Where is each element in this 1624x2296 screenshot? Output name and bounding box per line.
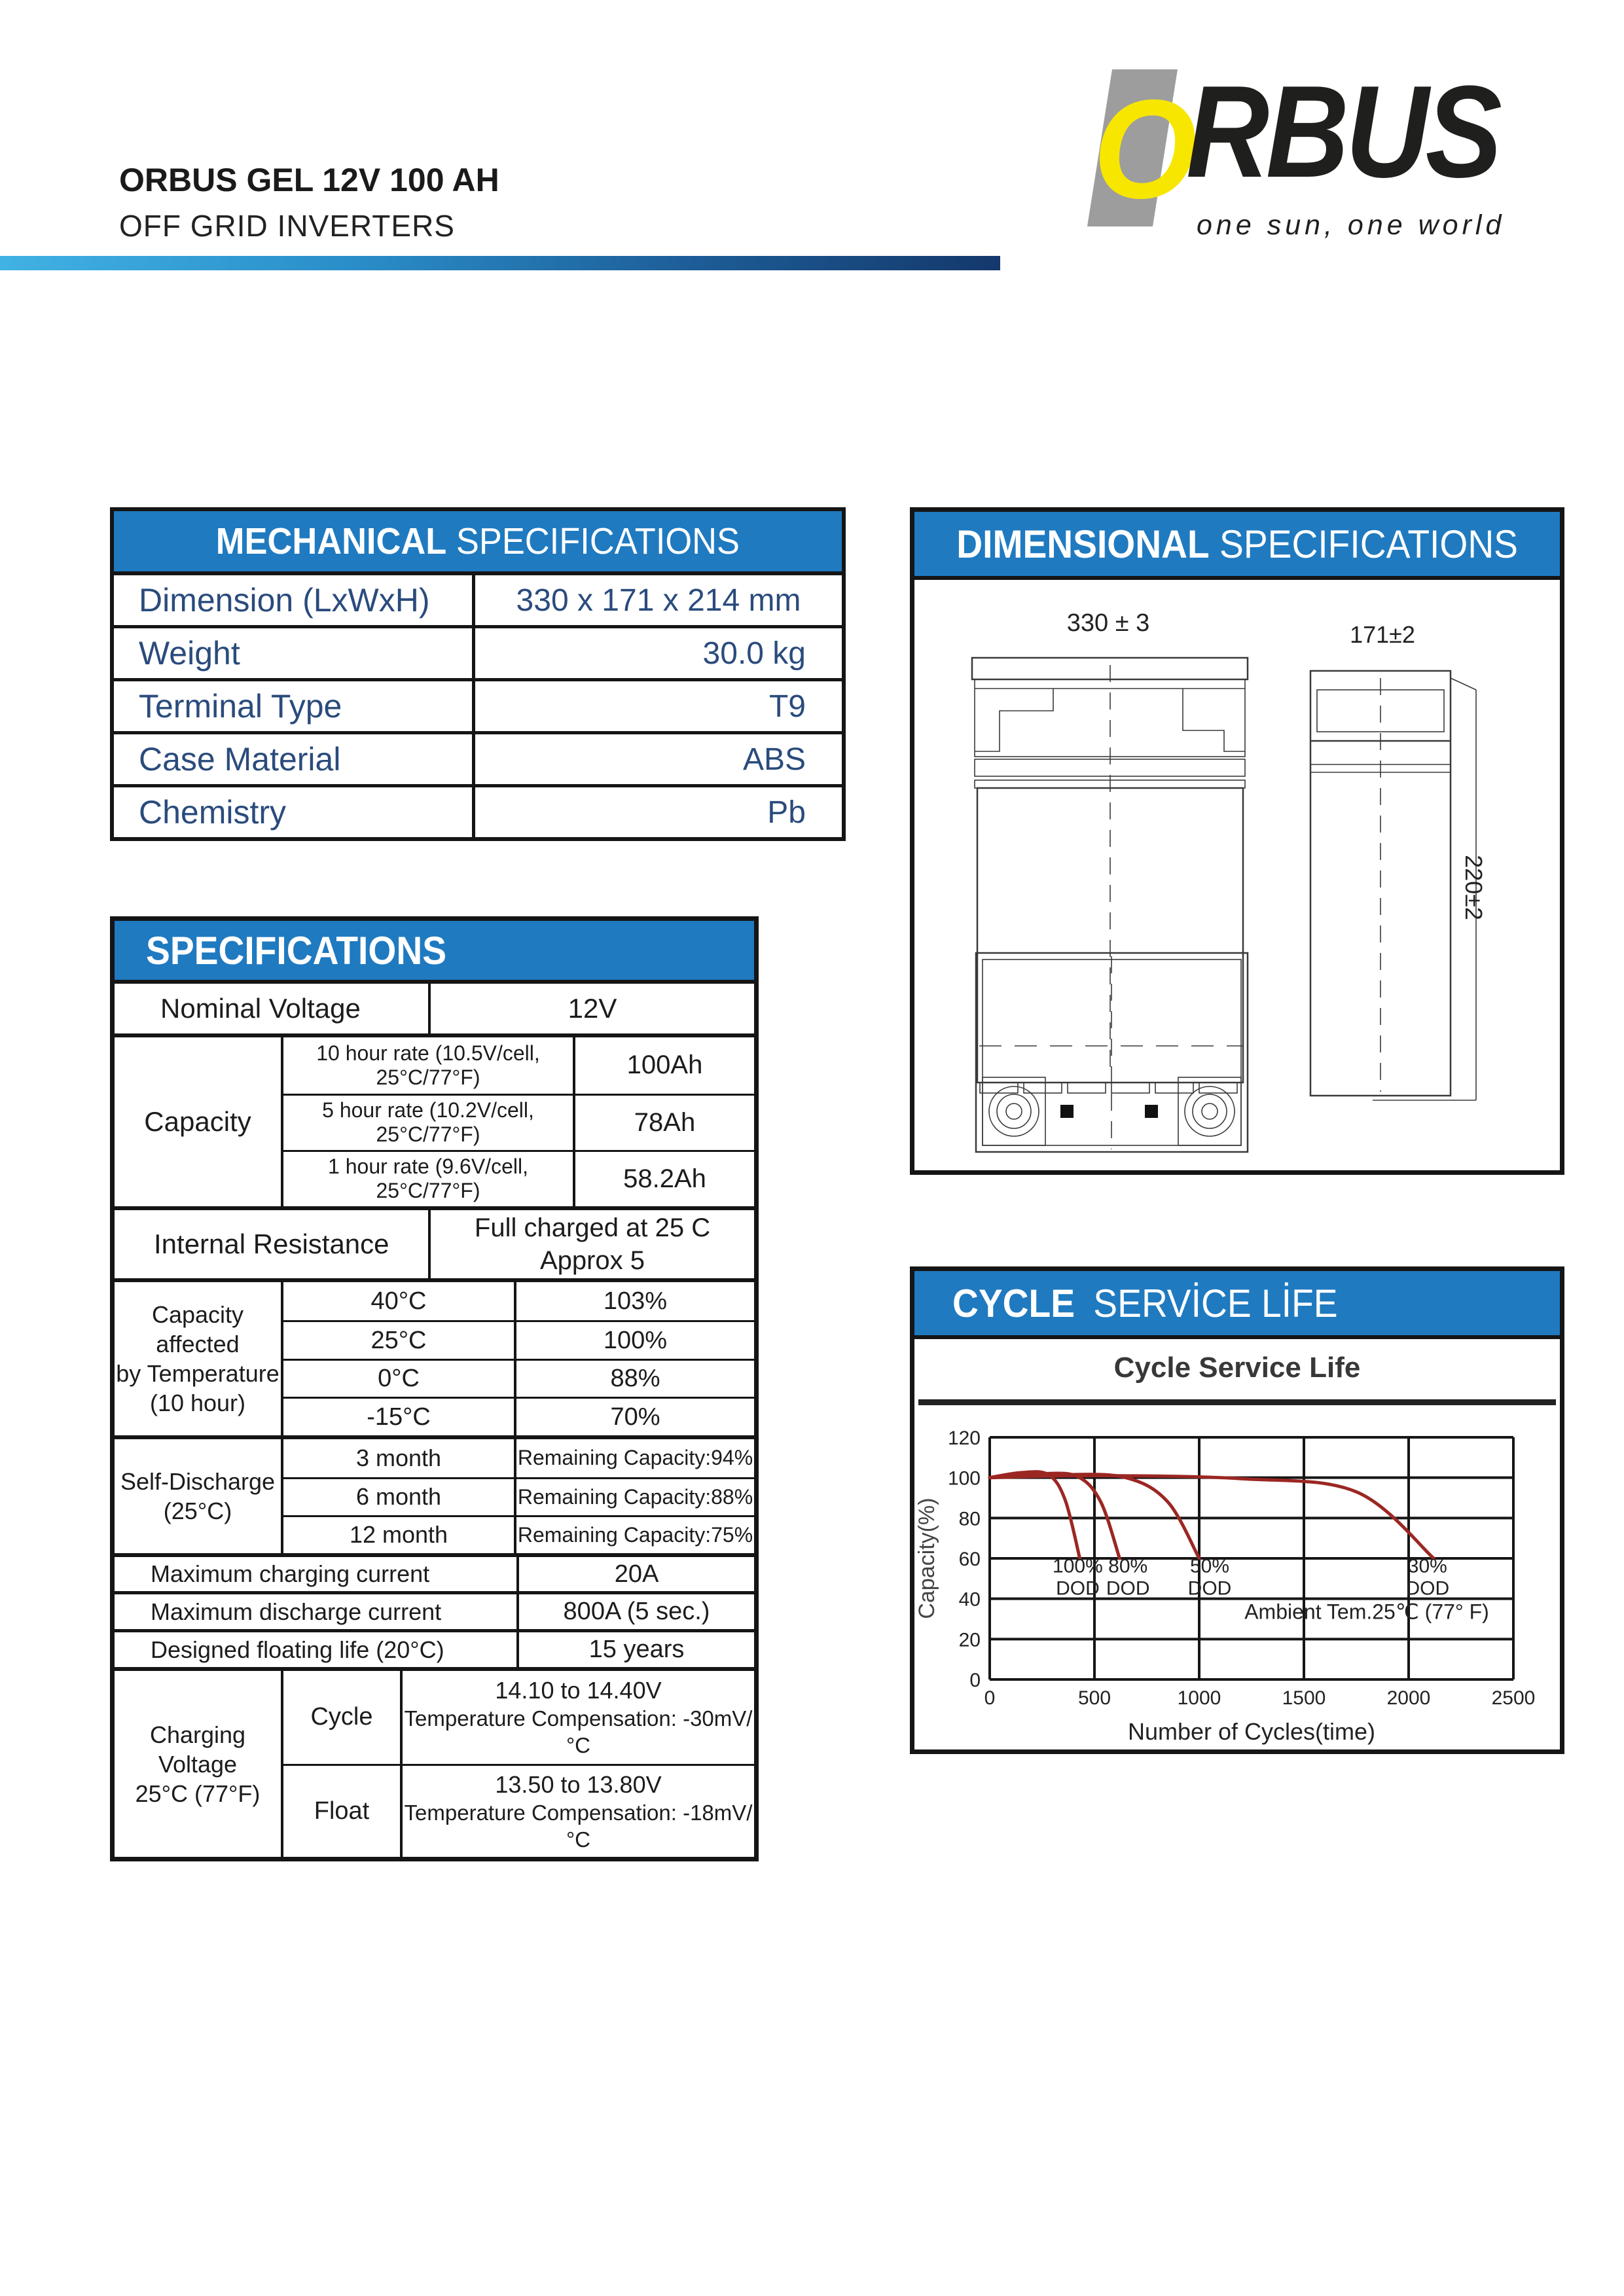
dimension-depth-label: 171±2 [1350,621,1415,648]
table-row [283,1359,754,1397]
chart-annotation: Ambient Tem.25℃ (77° F) [1244,1600,1489,1624]
specifications-table-header [115,921,754,984]
table-row [283,1037,754,1094]
x-tick-label: 0 [984,1687,996,1709]
table-row [283,1094,754,1150]
mechanical-header-light: SPECIFICATIONS [456,520,740,562]
temp-value: 70% [610,1403,660,1431]
x-tick-label: 500 [1077,1687,1111,1709]
table-row [283,1671,754,1764]
table-row [115,1553,754,1591]
dod-curve [990,1473,1119,1558]
y-tick-label: 0 [969,1670,981,1691]
cycle-header-bold: CYCLE [952,1281,1075,1325]
y-tick-label: 20 [958,1629,981,1651]
table-row [114,734,842,787]
charge-value-line: Temperature Compensation: -18mV/°C [404,1800,753,1852]
terminal-left-icon [989,1086,1039,1136]
row-label: Dimension (LxWxH) [114,575,475,625]
cycle-header-light: SERVİCE LİFE [1093,1281,1338,1325]
vent-square-right [1145,1105,1158,1118]
row-label: Weight [114,628,475,678]
charge-mode-label: Cycle [283,1671,403,1764]
table-row [115,1206,754,1278]
row-value: T9 [768,689,806,724]
dimensional-header-bold: DIMENSIONAL [956,522,1210,566]
row-value: Pb [767,795,806,830]
row-value: 12V [568,993,617,1024]
temp-label: 0°C [283,1361,516,1397]
block-label-line: Self-Discharge [120,1468,276,1495]
period-value: Remaining Capacity:88% [517,1484,753,1509]
row-label: Chemistry [114,787,475,837]
cycle-service-life-chart [914,1339,1560,1754]
block-label-line: Capacity affected [151,1301,244,1357]
table-row [115,984,754,1033]
row-label: Internal Resistance [115,1210,431,1278]
page-title: ORBUS GEL 12V 100 AH [119,162,499,198]
y-tick-label: 80 [958,1508,981,1530]
table-row [283,1150,754,1206]
temp-label: 40°C [283,1282,516,1320]
x-axis-label: Number of Cycles(time) [1127,1718,1376,1745]
table-row [115,1591,754,1629]
table-row [114,575,842,628]
table-row [283,1764,754,1857]
row-label: Terminal Type [114,681,475,731]
capacity-label: Capacity [115,1037,283,1206]
dod-curve-label: 100% [1053,1555,1103,1577]
row-value: 800A (5 sec.) [563,1598,710,1625]
orbus-logo [1080,60,1597,263]
block-label-line: by Temperature [116,1360,280,1387]
rate-value: 78Ah [634,1107,696,1137]
battery-dimension-drawing [914,580,1560,1170]
x-tick-label: 1000 [1177,1687,1221,1709]
logo-letter-o: O [1093,70,1197,228]
period-label: 6 month [283,1479,516,1515]
period-label: 3 month [283,1439,516,1477]
y-tick-label: 120 [947,1427,981,1449]
table-row [114,628,842,681]
dod-curve-label: DOD [1106,1577,1150,1600]
row-label: Designed floating life (20°C) [115,1632,519,1667]
page-subtitle: OFF GRID INVERTERS [119,209,455,243]
temp-value: 103% [603,1287,668,1315]
cycle-service-life-panel [910,1266,1564,1754]
charge-value-line: 14.10 to 14.40V [495,1677,662,1704]
dimensional-panel-header [914,512,1560,580]
row-value-line: Full charged at 25 C [474,1213,711,1242]
table-row [283,1515,754,1553]
y-tick-label: 60 [958,1549,981,1570]
temp-label: 25°C [283,1322,516,1359]
block-label-line: (10 hour) [149,1390,246,1416]
block-label-line: Charging Voltage [149,1721,246,1778]
block-label-line: 25°C (77°F) [135,1780,261,1807]
dod-curve [990,1472,1080,1558]
dimension-height-label: 220±2 [1460,855,1487,920]
row-label: Nominal Voltage [115,984,431,1033]
specifications-table [110,916,759,1861]
mechanical-table-header [114,511,842,575]
header-divider-bar [0,256,1000,270]
mechanical-header-bold: MECHANICAL [215,520,447,562]
x-tick-label: 1500 [1282,1687,1326,1709]
vent-square-left [1060,1105,1074,1118]
charge-mode-label: Float [283,1766,403,1857]
x-tick-label: 2000 [1386,1687,1431,1709]
self-discharge-block [115,1435,754,1553]
dod-curve-label: DOD [1187,1577,1232,1600]
cycle-panel-header [914,1271,1560,1339]
dod-curve-label: DOD [1405,1577,1450,1600]
terminal-right-icon [1185,1086,1235,1136]
row-value-line: Approx 5 [539,1246,645,1275]
dimensional-specifications-panel [910,507,1564,1175]
row-label: Maximum charging current [115,1557,519,1591]
rate-label: 1 hour rate (9.6V/cell, 25°C/77°F) [283,1152,575,1206]
capacity-block [115,1033,754,1206]
table-row [115,1629,754,1667]
chart-title-rule [918,1399,1556,1405]
row-label: Maximum discharge current [115,1594,519,1629]
rate-label: 10 hour rate (10.5V/cell, 25°C/77°F) [283,1037,575,1094]
y-axis-label: Capacity(%) [914,1498,939,1619]
logo-tagline: one sun, one world [1197,209,1506,241]
temp-value: 88% [610,1365,660,1393]
x-tick-label: 2500 [1491,1687,1536,1709]
front-view-feet [980,1083,1237,1093]
temp-label: -15°C [283,1399,516,1435]
dod-curve-label: 80% [1108,1555,1148,1577]
row-value: 30.0 kg [702,636,806,671]
row-value: ABS [742,742,806,777]
dimensional-header-light: SPECIFICATIONS [1219,522,1518,566]
dod-curve-label: 30% [1407,1555,1447,1577]
dod-curve-label: 50% [1189,1555,1230,1577]
charge-value-line: 13.50 to 13.80V [495,1770,662,1798]
row-label: Case Material [114,734,475,784]
specifications-header-text: SPECIFICATIONS [146,928,447,973]
y-tick-label: 40 [958,1588,981,1611]
dimension-width-label: 330 ± 3 [1066,609,1150,637]
rate-label: 5 hour rate (10.2V/cell, 25°C/77°F) [283,1096,575,1150]
charge-value-line: Temperature Compensation: -30mV/°C [404,1706,753,1758]
charging-voltage-block [115,1667,754,1857]
period-value: Remaining Capacity:75% [517,1522,753,1547]
period-value: Remaining Capacity:94% [517,1446,753,1470]
dod-curve-label: DOD [1056,1577,1100,1600]
temperature-block [115,1278,754,1435]
table-row [283,1282,754,1320]
table-row [283,1439,754,1477]
table-row [114,681,842,734]
logo-wordmark: RBUS [1186,59,1499,205]
row-value: 15 years [588,1636,685,1663]
mechanical-specifications-table [110,507,846,841]
rate-value: 100Ah [626,1050,703,1080]
temp-value: 100% [603,1326,668,1354]
period-label: 12 month [283,1517,516,1553]
table-row [283,1477,754,1515]
chart-title: Cycle Service Life [1113,1352,1361,1384]
table-row [283,1320,754,1359]
block-label-line: (25°C) [163,1498,232,1524]
rate-value: 58.2Ah [623,1164,706,1193]
row-value: 20A [614,1560,659,1588]
y-tick-label: 100 [947,1467,981,1490]
table-row [283,1397,754,1435]
row-value: 330 x 171 x 214 mm [516,583,801,618]
table-row [114,787,842,837]
